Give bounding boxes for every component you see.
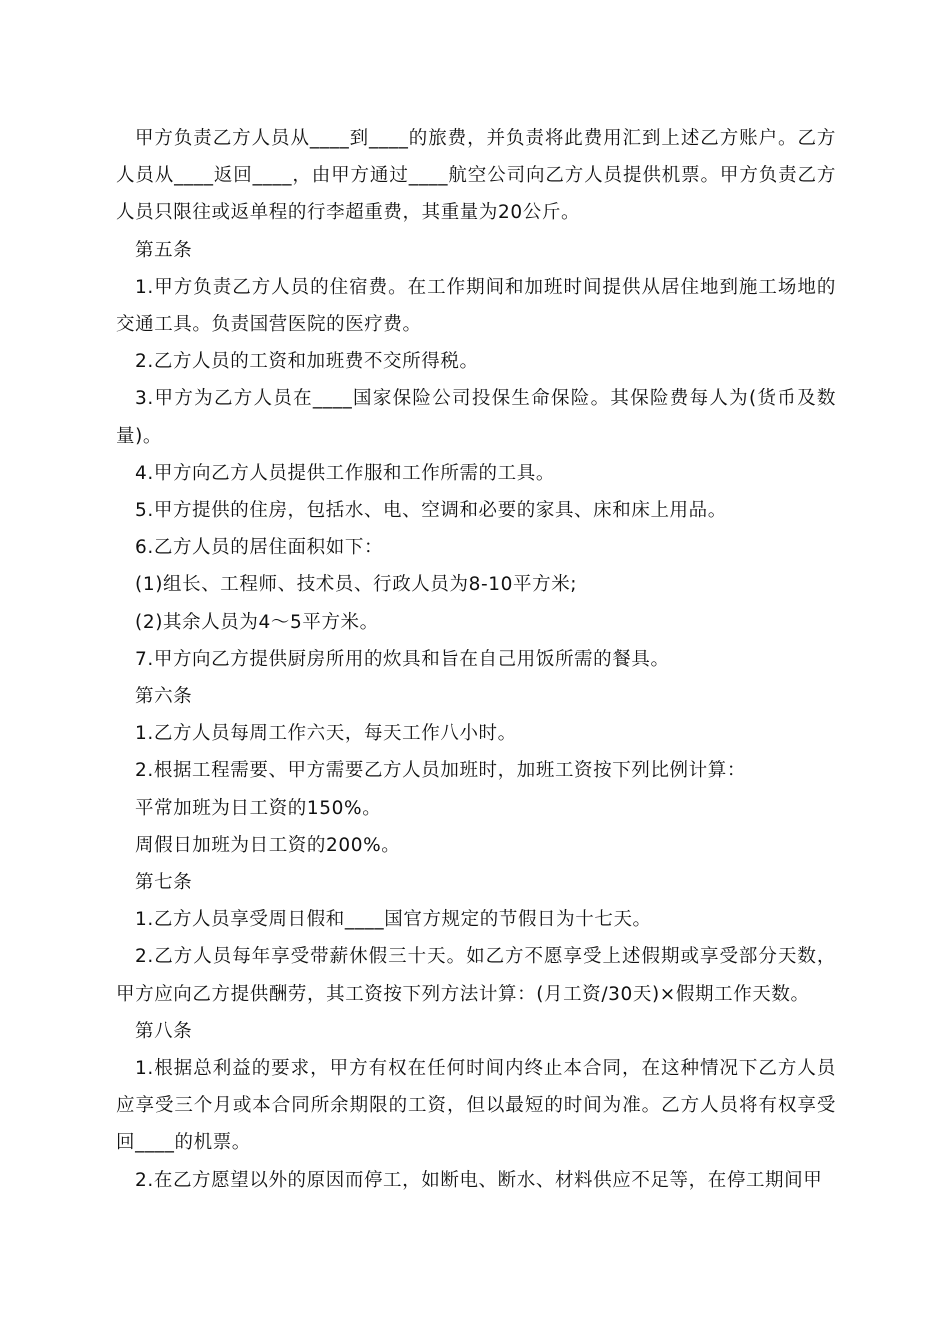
article-heading-6: 第六条 xyxy=(135,686,193,708)
clause-5-3: 3.甲方为乙方人员在____国家保险公司投保生命保险。其保险费每人为(货币及数量)。 xyxy=(116,388,836,447)
clause-6-2: 2.根据工程需要、甲方需要乙方人员加班时，加班工资按下列比例计算： xyxy=(135,760,746,782)
clause-5-6-item-1: (1)组长、工程师、技术员、行政人员为8-10平方米; xyxy=(135,574,578,596)
article-heading-5: 第五条 xyxy=(135,239,193,261)
clause-5-4: 4.甲方向乙方人员提供工作服和工作所需的工具。 xyxy=(135,462,555,484)
paragraph-travel-expenses: 甲方负责乙方人员从____到____的旅费，并负责将此费用汇到上述乙方账户。乙方人员从____返回____，由甲方通过____航空公司向乙方人员提供机票。甲方负责乙方人员只限往或返单程的行李超重费，其重量为20公斤。 xyxy=(116,128,836,224)
clause-5-6-item-2: (2)其余人员为4～5平方米。 xyxy=(135,611,379,633)
clause-8-1: 1.根据总利益的要求，甲方有权在任何时间内终止本合同，在这种情况下乙方人员应享受三个月或本合同所余期限的工资，但以最短的时间为准。乙方人员将有权享受回____的机票。 xyxy=(116,1058,836,1154)
clause-5-1: 1.甲方负责乙方人员的住宿费。在工作期间和加班时间提供从居住地到施工场地的交通工具。负责国营医院的医疗费。 xyxy=(116,276,836,336)
clause-5-5: 5.甲方提供的住房，包括水、电、空调和必要的家具、床和床上用品。 xyxy=(135,500,727,522)
document-body xyxy=(116,120,836,1199)
clause-6-2-holiday-overtime: 周假日加班为日工资的200%。 xyxy=(135,834,401,856)
clause-5-6: 6.乙方人员的居住面积如下： xyxy=(135,537,384,559)
clause-5-7: 7.甲方向乙方提供厨房所用的炊具和旨在自己用饭所需的餐具。 xyxy=(135,648,670,670)
clause-8-2: 2.在乙方愿望以外的原因而停工，如断电、断水、材料供应不足等，在停工期间甲 xyxy=(135,1169,823,1191)
clause-7-2: 2.乙方人员每年享受带薪休假三十天。如乙方不愿享受上述假期或享受部分天数，甲方应向乙方提供酬劳，其工资按下列方法计算：(月工资/30天)×假期工作天数。 xyxy=(116,946,836,1005)
article-heading-7: 第七条 xyxy=(135,872,193,894)
article-heading-8: 第八条 xyxy=(135,1020,193,1042)
clause-6-2-normal-overtime: 平常加班为日工资的150%。 xyxy=(135,797,382,819)
clause-7-1: 1.乙方人员享受周日假和____国官方规定的节假日为十七天。 xyxy=(135,909,652,931)
clause-6-1: 1.乙方人员每周工作六天，每天工作八小时。 xyxy=(135,723,517,745)
clause-5-2: 2.乙方人员的工资和加班费不交所得税。 xyxy=(135,351,479,373)
